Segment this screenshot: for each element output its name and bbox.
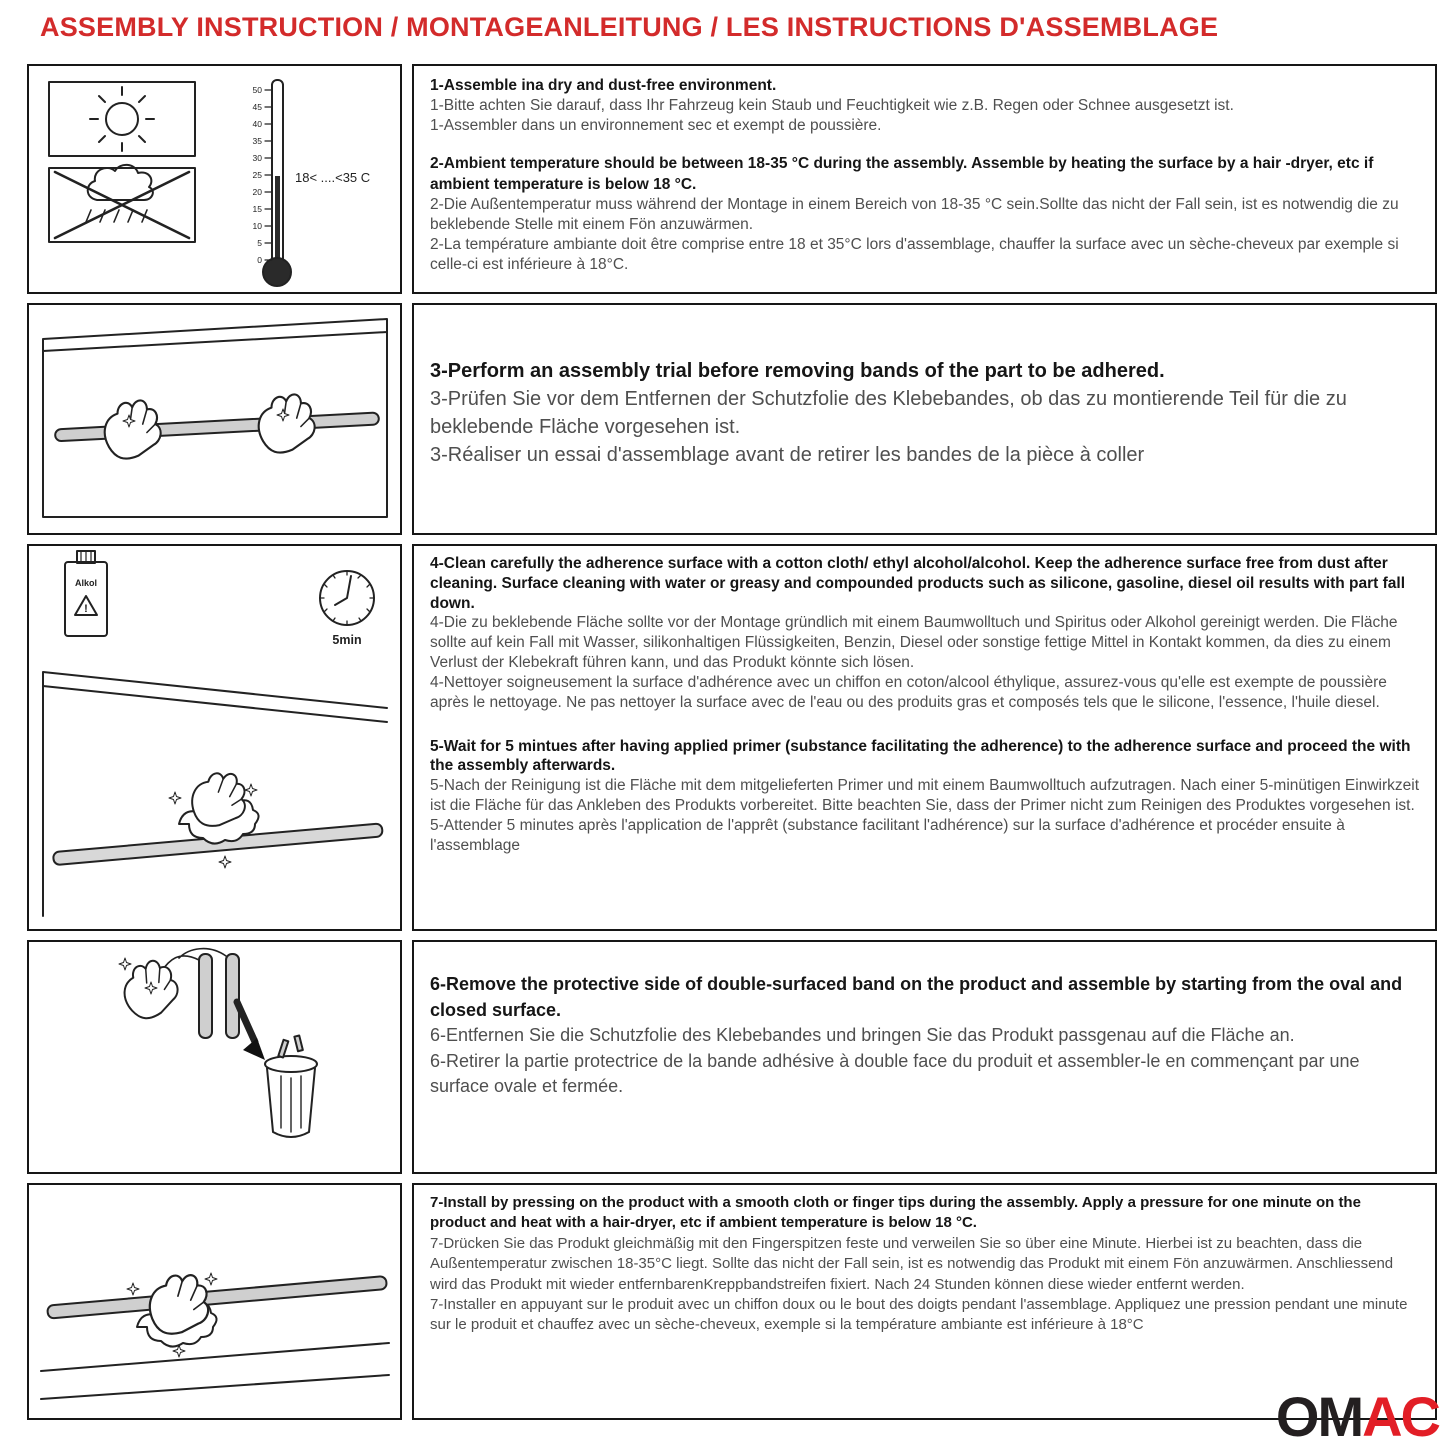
environment-illustration xyxy=(27,64,402,294)
omac-logo-black: OM xyxy=(1275,1385,1363,1445)
svg-text:50: 50 xyxy=(252,85,262,95)
clock-icon xyxy=(320,571,374,647)
instruction-fr: 5-Attender 5 minutes après l'application de l'apprêt (substance facilitant l'adhérence) sur la surface d'adhérence et procéder ensuite à l'assemblage xyxy=(430,816,1345,854)
no-rain-icon xyxy=(49,165,195,242)
instruction-fr: 4-Nettoyer soigneusement la surface d'adhérence avec un chiffon en coton/alcool éthylique, assurez-vous qu'elle est exempte de poussière après le nettoyage. Ne pas nettoyer la surface avec de l'eau ou des produits gras et composés tels que le silicone, l'essence, l'huile diesel. xyxy=(430,673,1387,711)
arrow-down-icon xyxy=(237,1002,265,1060)
instruction-en: 4-Clean carefully the adherence surface with a cotton cloth/ ethyl alcohol/alcohol. Keep the adherence surface free from dust after cleaning. Surface cleaning with water or greasy and compounded products such as silicone, gasoline, diesel oil results with part fall down. xyxy=(430,555,1406,612)
thermometer-icon xyxy=(253,80,371,286)
svg-text:40: 40 xyxy=(252,119,262,129)
page-title: ASSEMBLY INSTRUCTION / MONTAGEANLEITUNG / LES INSTRUCTIONS D'ASSEMBLAGE xyxy=(40,12,1219,42)
section-assembly-trial xyxy=(27,303,1437,535)
section-remove-band xyxy=(27,940,1437,1174)
wait-time-label: 5min xyxy=(332,633,362,647)
peel-band-icon xyxy=(29,942,400,1172)
instruction-de: 3-Prüfen Sie vor dem Entfernen der Schutzfolie des Klebebandes, ob das zu montierende Teil für die zu beklebende Fläche vorgesehen ist. xyxy=(430,388,1347,438)
section-cleaning xyxy=(27,544,1437,931)
instruction-fr: 2-La température ambiante doit être comprise entre 18 et 35°C lors d'assemblage, chauffer la surface avec un sèche-cheveux par exemple si celle-ci est inférieure à 18°C. xyxy=(430,235,1399,274)
svg-text:15: 15 xyxy=(252,204,262,214)
instruction-de: 1-Bitte achten Sie darauf, dass Ihr Fahrzeug kein Staub und Feuchtigkeit wie z.B. Regen oder Schnee ausgesetzt ist. xyxy=(430,97,1234,115)
wipe-surface-icon xyxy=(43,672,387,916)
instruction-fr: 3-Réaliser un essai d'assemblage avant de retirer les bandes de la pièce à coller xyxy=(430,444,1145,466)
svg-text:45: 45 xyxy=(252,102,262,112)
section-cleaning-text xyxy=(412,544,1437,931)
instruction-fr: 7-Installer en appuyant sur le produit avec un chiffon doux ou le bout des doigts pendant l'assemblage. Appliquez une pression pendant une minute sur le produit et chauffez avec un sèche-cheveux, exemple si la température ambiante est inférieure à 18°C xyxy=(430,1295,1408,1334)
instruction-fr: 6-Retirer la partie protectrice de la bande adhésive à double face du produit et assembler-le en commençant par une surface ovale et fermée. xyxy=(430,1050,1360,1097)
instruction-fr: 1-Assembler dans un environnement sec et exempt de poussière. xyxy=(430,117,882,135)
section-assembly-trial-text xyxy=(412,303,1437,535)
svg-text:30: 30 xyxy=(252,153,262,163)
section-press-install xyxy=(27,1183,1437,1420)
cleaning-icons xyxy=(29,546,400,929)
instruction-de: 7-Drücken Sie das Produkt gleichmäßig mit den Fingerspitzen feste und verweilen Sie so über eine Minute. Hierbei ist zu beachten, dass die Außentemperatur zwischen 18-35°C liegt. Sollte das nicht der Fall sein, ist es notwendig das Produkt mit einem Fön anzuwärmen. Anschliessend wird das Produkt mit wieder entfernbarenKreppbandstreifen fixiert. Nach 24 Stunden können diese wieder entfernt werden. xyxy=(430,1234,1394,1293)
trash-icon xyxy=(265,1035,317,1137)
svg-text:10: 10 xyxy=(252,221,262,231)
environment-icons xyxy=(29,66,400,292)
press-install-illustration xyxy=(27,1183,402,1420)
instruction-de: 2-Die Außentemperatur muss während der Montage in einem Bereich von 18-35 °C sein.Sollte das nicht der Fall sein, ist es notwendig die zu beklebende Stelle mit einem Fön anzuwärmen. xyxy=(430,195,1399,233)
instruction-en: 7-Install by pressing on the product with a smooth cloth or finger tips during the assembly. Apply a pressure for one minute on the product and heat with a hair-dryer, etc if ambient temperature is below 18 °C. xyxy=(430,1194,1361,1232)
omac-logo xyxy=(1275,1385,1439,1445)
instruction-en: 3-Perform an assembly trial before removing bands of the part to be adhered. xyxy=(430,360,1165,382)
svg-text:5: 5 xyxy=(257,238,262,248)
instruction-en: 2-Ambient temperature should be between 18-35 °C during the assembly. Assemble by heating the surface by a hair -dryer, etc if ambient temperature is below 18 °C. xyxy=(430,155,1374,193)
instruction-en: 6-Remove the protective side of double-surfaced band on the product and assemble by starting from the oval and closed surface. xyxy=(430,974,1403,1020)
section-environment-text xyxy=(412,64,1437,294)
svg-text:0: 0 xyxy=(257,255,262,265)
car-panel-icon xyxy=(29,305,400,533)
hand-left-icon xyxy=(105,400,161,458)
assembly-trial-illustration xyxy=(27,303,402,535)
remove-band-illustration xyxy=(27,940,402,1174)
svg-text:25: 25 xyxy=(252,170,262,180)
instruction-en: 1-Assemble ina dry and dust-free environment. xyxy=(430,77,777,94)
omac-logo-red: AC xyxy=(1362,1385,1439,1445)
section-remove-band-text xyxy=(412,940,1437,1174)
press-install-icon xyxy=(29,1185,400,1418)
instruction-de: 5-Nach der Reinigung ist die Fläche mit dem mitgelieferten Primer und mit einem Baumwolltuch aufzutragen. Nach einer 5-minütigen Einwirkzeit ist die Fläche für das Ankleben des Produkts vorbereitet. Bitte beachten Sie, dass der Primer nicht zum Reinigen des Produktes vorgesehen ist. xyxy=(430,777,1420,815)
bottle-label: Alkol xyxy=(74,578,98,588)
hand-right-icon xyxy=(259,394,315,452)
cleaning-illustration xyxy=(27,544,402,931)
sun-icon xyxy=(49,82,195,156)
instruction-de: 4-Die zu beklebende Fläche sollte vor der Montage gründlich mit einem Baumwolltuch und Spiritus oder Alkohol gereinigt werden. Die Fläche sollte auf kein Fall mit Wasser, silikonhaltigen Flüssigkeiten, Benzin, Diesel oder sonstige fettige Mittel in Kontakt kommen, da dies zu einem Verlust der Klebekraft führen kann, und das Produkt könnte sich lösen. xyxy=(430,614,1398,672)
svg-text:!: ! xyxy=(84,603,88,615)
instruction-de: 6-Entfernen Sie die Schutzfolie des Klebebandes und bringen Sie das Produkt passgenau auf die Fläche an. xyxy=(430,1025,1295,1046)
temperature-range-label: 18< ....<35 C xyxy=(295,170,371,185)
section-environment xyxy=(27,64,1437,294)
alcohol-bottle-icon xyxy=(65,551,107,636)
svg-text:35: 35 xyxy=(252,136,262,146)
instruction-en: 5-Wait for 5 mintues after having applied primer (substance facilitating the adherence) to the adherence surface and proceed the with the assembly afterwards. xyxy=(430,737,1411,775)
svg-text:20: 20 xyxy=(252,187,262,197)
